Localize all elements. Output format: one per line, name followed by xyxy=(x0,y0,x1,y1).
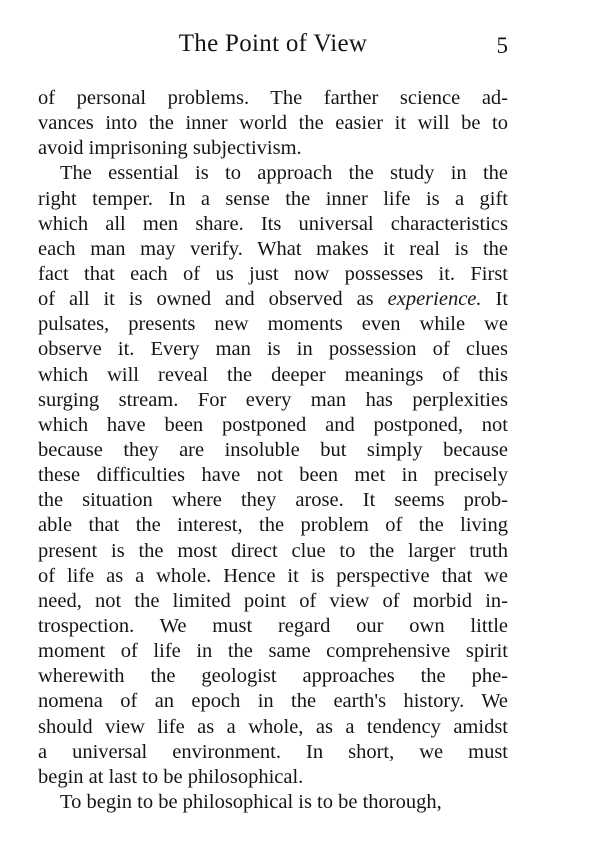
text-line-with-emphasis xyxy=(38,287,508,312)
page-number: 5 xyxy=(496,33,508,58)
text-line: these difficulties have not been met in precisely xyxy=(38,464,508,487)
text-line: The essential is to approach the study in the xyxy=(60,162,508,185)
text-line: trospection. We must regard our own little xyxy=(38,614,508,637)
text-line: a universal environment. In short, we must xyxy=(38,740,508,763)
text-line: of life as a whole. Hence it is perspective that we xyxy=(38,564,508,587)
emphasized-word: experience. xyxy=(387,288,482,311)
text-segment: of all it is owned and observed as xyxy=(38,288,374,311)
text-line: which all men share. Its universal characteristics xyxy=(38,212,508,235)
page-title: The Point of View xyxy=(178,30,368,57)
text-line: able that the interest, the problem of the living xyxy=(38,514,508,537)
text-line: fact that each of us just now possesses it. First xyxy=(38,262,508,285)
text-line: right temper. In a sense the inner life is a gift xyxy=(38,187,508,210)
text-line: present is the most direct clue to the larger truth xyxy=(38,539,508,562)
text-line: begin at last to be philosophical. xyxy=(38,765,304,788)
text-line: of personal problems. The farther science ad- xyxy=(38,87,508,109)
text-line: nomena of an epoch in the earth's history. We xyxy=(38,690,508,713)
text-line: surging stream. For every man has perplexities xyxy=(38,388,508,411)
text-line: moment of life in the same comprehensive spirit xyxy=(38,640,508,663)
text-line: which have been postponed and postponed, not xyxy=(38,413,508,436)
text-segment: It xyxy=(495,288,509,311)
text-line: should view life as a whole, as a tendency amidst xyxy=(38,715,508,738)
text-line: avoid imprisoning subjectivism. xyxy=(38,137,302,160)
running-head xyxy=(38,30,508,64)
text-line: the situation where they arose. It seems prob- xyxy=(38,489,508,512)
text-line: because they are insoluble but simply because xyxy=(38,438,508,461)
text-line: wherewith the geologist approaches the phe- xyxy=(38,665,508,688)
text-line: need, not the limited point of view of morbid in- xyxy=(38,589,508,612)
text-line: To begin to be philosophical is to be thorough, xyxy=(60,790,442,813)
text-line: each man may verify. What makes it real is the xyxy=(38,237,508,260)
text-line: observe it. Every man is in possession of clues xyxy=(38,338,508,361)
body-text xyxy=(38,86,508,815)
text-line: pulsates, presents new moments even while we xyxy=(38,313,508,336)
text-line: vances into the inner world the easier it will be to xyxy=(38,112,508,135)
text-line: which will reveal the deeper meanings of this xyxy=(38,363,508,386)
